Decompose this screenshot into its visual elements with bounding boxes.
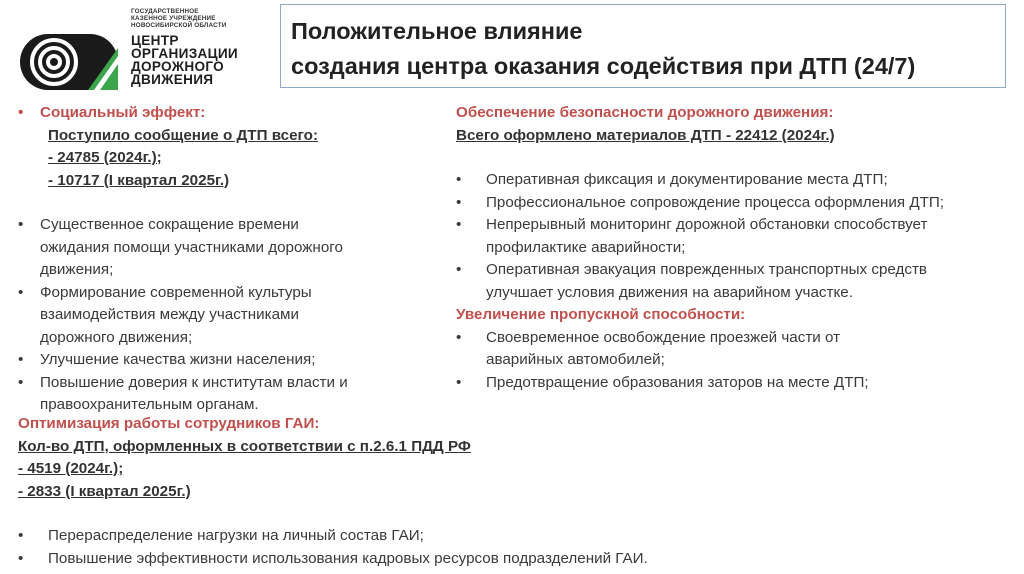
logo-small-line: НОВОСИБИРСКОЙ ОБЛАСТИ <box>131 22 227 29</box>
logo-big-line: ДОРОЖНОГО <box>131 59 225 74</box>
gai-count-text: Кол-во ДТП, оформленных в соответствии с п.2.6.1 ПДД РФ <box>18 437 471 455</box>
logo-big-line: ОРГАНИЗАЦИИ <box>131 46 238 61</box>
bullet-icon: • <box>456 328 462 346</box>
bullet-icon: • <box>18 373 24 391</box>
list-item-text: Улучшение качества жизни населения; <box>40 351 316 368</box>
list-item <box>18 349 348 372</box>
list-item-text: Перераспределение нагрузки на личный состав ГАИ; <box>48 527 424 544</box>
list-item-text: Оперативная фиксация и документирование места ДТП; <box>486 171 888 188</box>
list-item-text: взаимодействия между участниками <box>40 306 299 323</box>
list-item-text: Повышение эффективности использования кадровых ресурсов подразделений ГАИ. <box>48 549 648 567</box>
list-item-text: движения; <box>40 261 114 278</box>
gai-optimization-section <box>18 413 648 570</box>
gai-q1-2025 <box>18 481 648 504</box>
list-item <box>18 372 348 417</box>
organization-logo <box>20 8 260 96</box>
logo-emblem-icon <box>20 34 124 90</box>
reports-2024 <box>18 147 348 170</box>
title-line-2: создания центра оказания содействия при ДТП (24/7) <box>291 53 916 79</box>
reports-total-text: Поступило сообщение о ДТП всего: <box>48 126 319 144</box>
gai-q1-2025-text: - 2833 (I квартал 2025г.) <box>18 482 191 500</box>
list-item <box>456 192 944 215</box>
logo-big-line: ДВИЖЕНИЯ <box>131 72 214 87</box>
logo-big-text <box>131 34 238 86</box>
list-item-text: правоохранительным органам. <box>40 396 259 413</box>
bullet-icon: • <box>18 527 24 544</box>
logo-small-line: ГОСУДАРСТВЕННОЕ <box>131 8 199 15</box>
reports-q1-2025 <box>18 170 348 193</box>
list-item-text: Предотвращение образования заторов на месте ДТП; <box>486 373 869 391</box>
gai-2024-text: - 4519 (2024г.); <box>18 460 124 477</box>
list-item-text: Своевременное освобождение проезжей части от <box>486 328 841 346</box>
reports-q1-2025-text: - 10717 (I квартал 2025г.) <box>48 171 230 189</box>
bullet-icon: • <box>18 549 24 567</box>
bullet-icon: • <box>456 373 462 391</box>
gai-heading: Оптимизация работы сотрудников ГАИ: <box>18 415 320 432</box>
list-item <box>456 327 944 372</box>
bullet-icon: • <box>18 104 24 121</box>
list-item <box>18 548 648 571</box>
list-item <box>456 372 944 395</box>
list-item-text: Существенное сокращение времени <box>40 216 299 233</box>
list-item-text: Непрерывный мониторинг дорожной обстановки способствует <box>486 216 928 233</box>
list-item-text: улучшает условия движения на аварийном участке. <box>486 283 853 301</box>
list-item <box>18 525 648 548</box>
bullet-icon: • <box>456 216 462 233</box>
social-effect-section <box>18 102 348 417</box>
bullet-icon: • <box>456 193 462 211</box>
reports-2024-text: - 24785 (2024г.); <box>48 149 162 166</box>
social-effect-heading <box>18 102 348 125</box>
heading-text: Социальный эффект: <box>40 104 206 121</box>
reports-total-label <box>18 125 348 148</box>
list-item-text: ожидания помощи участниками дорожного <box>40 238 343 256</box>
capacity-heading: Увеличение пропускной способности: <box>456 306 746 323</box>
gai-2024 <box>18 458 648 481</box>
bullet-icon: • <box>18 283 24 301</box>
list-item-text: аварийных автомобилей; <box>486 351 665 368</box>
bullet-icon: • <box>18 216 24 233</box>
title-line-1: Положительное влияние <box>291 18 583 44</box>
logo-small-text <box>131 8 227 29</box>
list-item-text: Формирование современной культуры <box>40 283 312 301</box>
list-item <box>456 259 944 304</box>
list-item <box>18 214 348 282</box>
list-item-text: Повышение доверия к институтам власти и <box>40 373 348 391</box>
road-safety-heading: Обеспечение безопасности дорожного движения: <box>456 104 834 121</box>
bullet-icon: • <box>456 261 462 278</box>
list-item <box>18 282 348 350</box>
list-item-text: Профессиональное сопровождение процесса оформления ДТП; <box>486 193 945 211</box>
list-item <box>456 214 944 259</box>
bullet-icon: • <box>456 171 462 188</box>
bullet-icon: • <box>18 351 24 368</box>
logo-small-line: КАЗЕННОЕ УЧРЕЖДЕНИЕ <box>131 15 216 22</box>
list-item-text: профилактике аварийности; <box>486 238 686 256</box>
materials-total-text: Всего оформлено материалов ДТП - 22412 (2024г.) <box>456 126 835 144</box>
materials-total <box>456 125 944 148</box>
list-item-text: Оперативная эвакуация поврежденных транспортных средств <box>486 261 927 278</box>
gai-count-label <box>18 436 648 459</box>
list-item <box>456 169 944 192</box>
list-item-text: дорожного движения; <box>40 328 193 346</box>
logo-big-line: ЦЕНТР <box>131 33 179 48</box>
road-safety-section <box>456 102 944 394</box>
slide-title <box>280 4 1006 88</box>
